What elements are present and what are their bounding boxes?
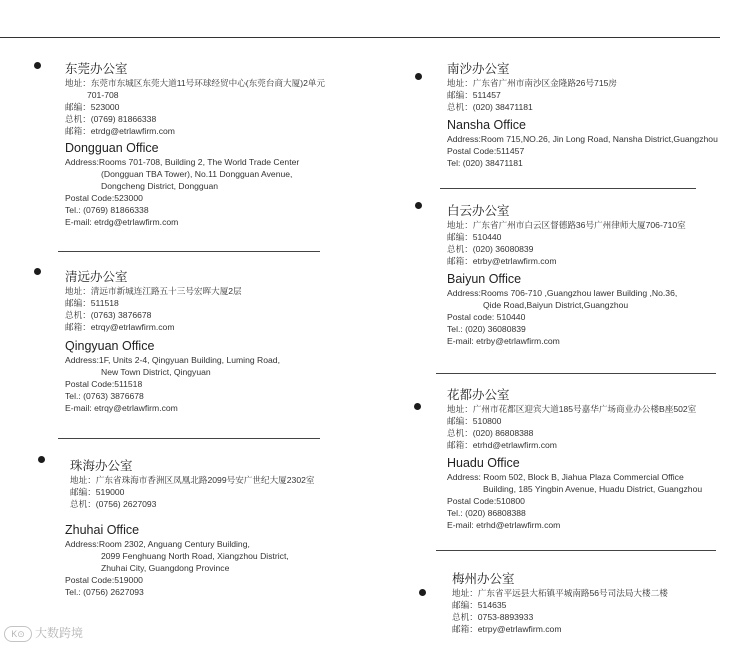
postcode-en: Postal Code:523000 (65, 193, 143, 203)
office-title-cn: 南沙办公室 (447, 62, 510, 76)
office-title-cn: 梅州办公室 (452, 572, 515, 586)
phone-cn: 总机：(020) 86808388 (447, 428, 534, 438)
phone-en: Tel.: (0769) 81866338 (65, 205, 149, 215)
office-title-en: Nansha Office (447, 118, 526, 132)
address-cn: 地址：广东省平远县大柘镇平城南路56号司法局大楼二楼 (452, 588, 668, 598)
phone-en: Tel.: (020) 86808388 (447, 508, 526, 518)
bullet-dot (38, 456, 45, 463)
address-cn-cont: 701-708 (87, 90, 119, 100)
postcode-cn: 邮编：514635 (452, 600, 507, 610)
postcode-en: Postal Code:510800 (447, 496, 525, 506)
office-title-en: Huadu Office (447, 456, 520, 470)
office-title-en: Zhuhai Office (65, 523, 140, 537)
postcode-en: Postal Code:511457 (447, 146, 525, 156)
bullet-dot (34, 268, 41, 275)
postcode-cn: 邮编：511457 (447, 90, 501, 100)
address-cn: 地址：广东省珠海市香洲区凤凰北路2099号安广世纪大厦2302室 (70, 475, 315, 485)
section-divider (436, 550, 716, 551)
phone-en: Tel: (020) 38471181 (447, 158, 523, 168)
phone-cn: 总机：(0763) 3876678 (65, 310, 152, 320)
office-title-en: Dongguan Office (65, 141, 159, 155)
section-divider (58, 251, 320, 252)
office-dongguan (65, 62, 325, 228)
office-huadu (447, 388, 702, 531)
office-nansha (447, 62, 718, 169)
postcode-cn: 邮编：510800 (447, 416, 502, 426)
top-rule (0, 37, 720, 38)
postcode-en: Postal Code:519000 (65, 575, 143, 585)
office-title-cn: 东莞办公室 (65, 62, 128, 76)
watermark-logo: K⊙ (4, 626, 32, 642)
bullet-dot (414, 403, 421, 410)
address-cn: 地址：清远市新城连江路五十三号宏晖大厦2层 (65, 286, 242, 296)
address-en-cont: Building, 185 Yingbin Avenue, Huadu District, Guangzhou (483, 484, 703, 494)
address-cn: 地址：广东省广州市南沙区金隆路26号715房 (447, 78, 617, 88)
address-en-cont: (Dongguan TBA Tower), No.11 Dongguan Avenue, (101, 169, 293, 179)
address-en: Address:Rooms 701-708, Building 2, The World Trade Center (65, 157, 300, 167)
email-en: E-mail: etrqy@etrlawfirm.com (65, 403, 178, 413)
phone-cn: 总机：(020) 36080839 (447, 244, 534, 254)
address-en: Address:Rooms 706-710 ,Guangzhou lawer Building ,No.36, (447, 288, 678, 298)
postcode-en: Postal Code:511518 (65, 379, 143, 389)
office-title-cn: 清远办公室 (65, 270, 128, 284)
phone-en: Tel.: (0763) 3876678 (65, 391, 144, 401)
address-en-cont: Qide Road,Baiyun District,Guangzhou (483, 300, 629, 310)
phone-cn: 总机：(020) 38471181 (447, 102, 533, 112)
address-en-cont: Dongcheng District, Dongguan (101, 181, 219, 191)
email-en: E-mail: etrdg@etrlawfirm.com (65, 217, 179, 227)
bullet-dot (34, 62, 41, 69)
postcode-cn: 邮编：510440 (447, 232, 502, 242)
phone-cn: 总机：0753-8893933 (452, 612, 534, 622)
office-title-en: Baiyun Office (447, 272, 522, 286)
address-en: Address:Room 715,NO.26, Jin Long Road, Nansha District,Guangzhou (447, 134, 718, 144)
address-cn: 地址：东莞市东城区东莞大道11号环球经贸中心(东莞台商大厦)2单元 (65, 78, 326, 88)
section-divider (436, 373, 716, 374)
email-cn: 邮箱：etrpy@etrlawfirm.com (452, 624, 562, 634)
office-zhuhai (70, 459, 315, 510)
office-qingyuan (65, 270, 280, 414)
phone-en: Tel.: (0756) 2627093 (65, 587, 144, 597)
office-title-en: Qingyuan Office (65, 339, 155, 353)
section-divider (58, 438, 320, 439)
postcode-cn: 邮编：519000 (70, 487, 125, 497)
address-en: Address:Room 2302, Anguang Century Building, (65, 539, 250, 549)
email-en: E-mail: etrby@etrlawfirm.com (447, 336, 560, 346)
phone-cn: 总机：(0756) 2627093 (70, 499, 157, 509)
postcode-en: Postal code: 510440 (447, 312, 526, 322)
office-meizhou (452, 572, 668, 635)
address-en: Address:1F, Units 2-4, Qingyuan Building, Luming Road, (65, 355, 280, 365)
phone-en: Tel.: (020) 36080839 (447, 324, 526, 334)
address-en: Address: Room 502, Block B, Jiahua Plaza Commercial Office (447, 472, 684, 482)
office-title-cn: 珠海办公室 (70, 459, 133, 473)
office-title-cn: 白云办公室 (447, 204, 510, 218)
bullet-dot (415, 73, 422, 80)
office-zhuhai-en (65, 519, 289, 598)
bullet-dot (415, 202, 422, 209)
bullet-dot (419, 589, 426, 596)
email-cn: 邮箱：etrdg@etrlawfirm.com (65, 126, 175, 136)
email-cn: 邮箱：etrby@etrlawfirm.com (447, 256, 557, 266)
phone-cn: 总机：(0769) 81866338 (65, 114, 157, 124)
address-en-cont: Zhuhai City, Guangdong Province (101, 563, 230, 573)
office-baiyun (447, 204, 686, 347)
email-cn: 邮箱：etrqy@etrlawfirm.com (65, 322, 175, 332)
email-cn: 邮箱：etrhd@etrlawfirm.com (447, 440, 557, 450)
watermark-text: 大数跨境 (35, 626, 84, 640)
section-divider (440, 188, 696, 189)
email-en: E-mail: etrhd@etrlawfirm.com (447, 520, 561, 530)
address-cn: 地址：广州市花都区迎宾大道185号嘉华广场商业办公楼B座502室 (447, 404, 697, 414)
watermark (4, 624, 83, 642)
address-en-cont: 2099 Fenghuang North Road, Xiangzhou District, (101, 551, 289, 561)
office-title-cn: 花都办公室 (447, 388, 510, 402)
address-en-cont: New Town District, Qingyuan (101, 367, 211, 377)
address-cn: 地址：广东省广州市白云区督德路36号广州律师大厦706-710室 (447, 220, 686, 230)
postcode-cn: 邮编：523000 (65, 102, 120, 112)
postcode-cn: 邮编：511518 (65, 298, 119, 308)
